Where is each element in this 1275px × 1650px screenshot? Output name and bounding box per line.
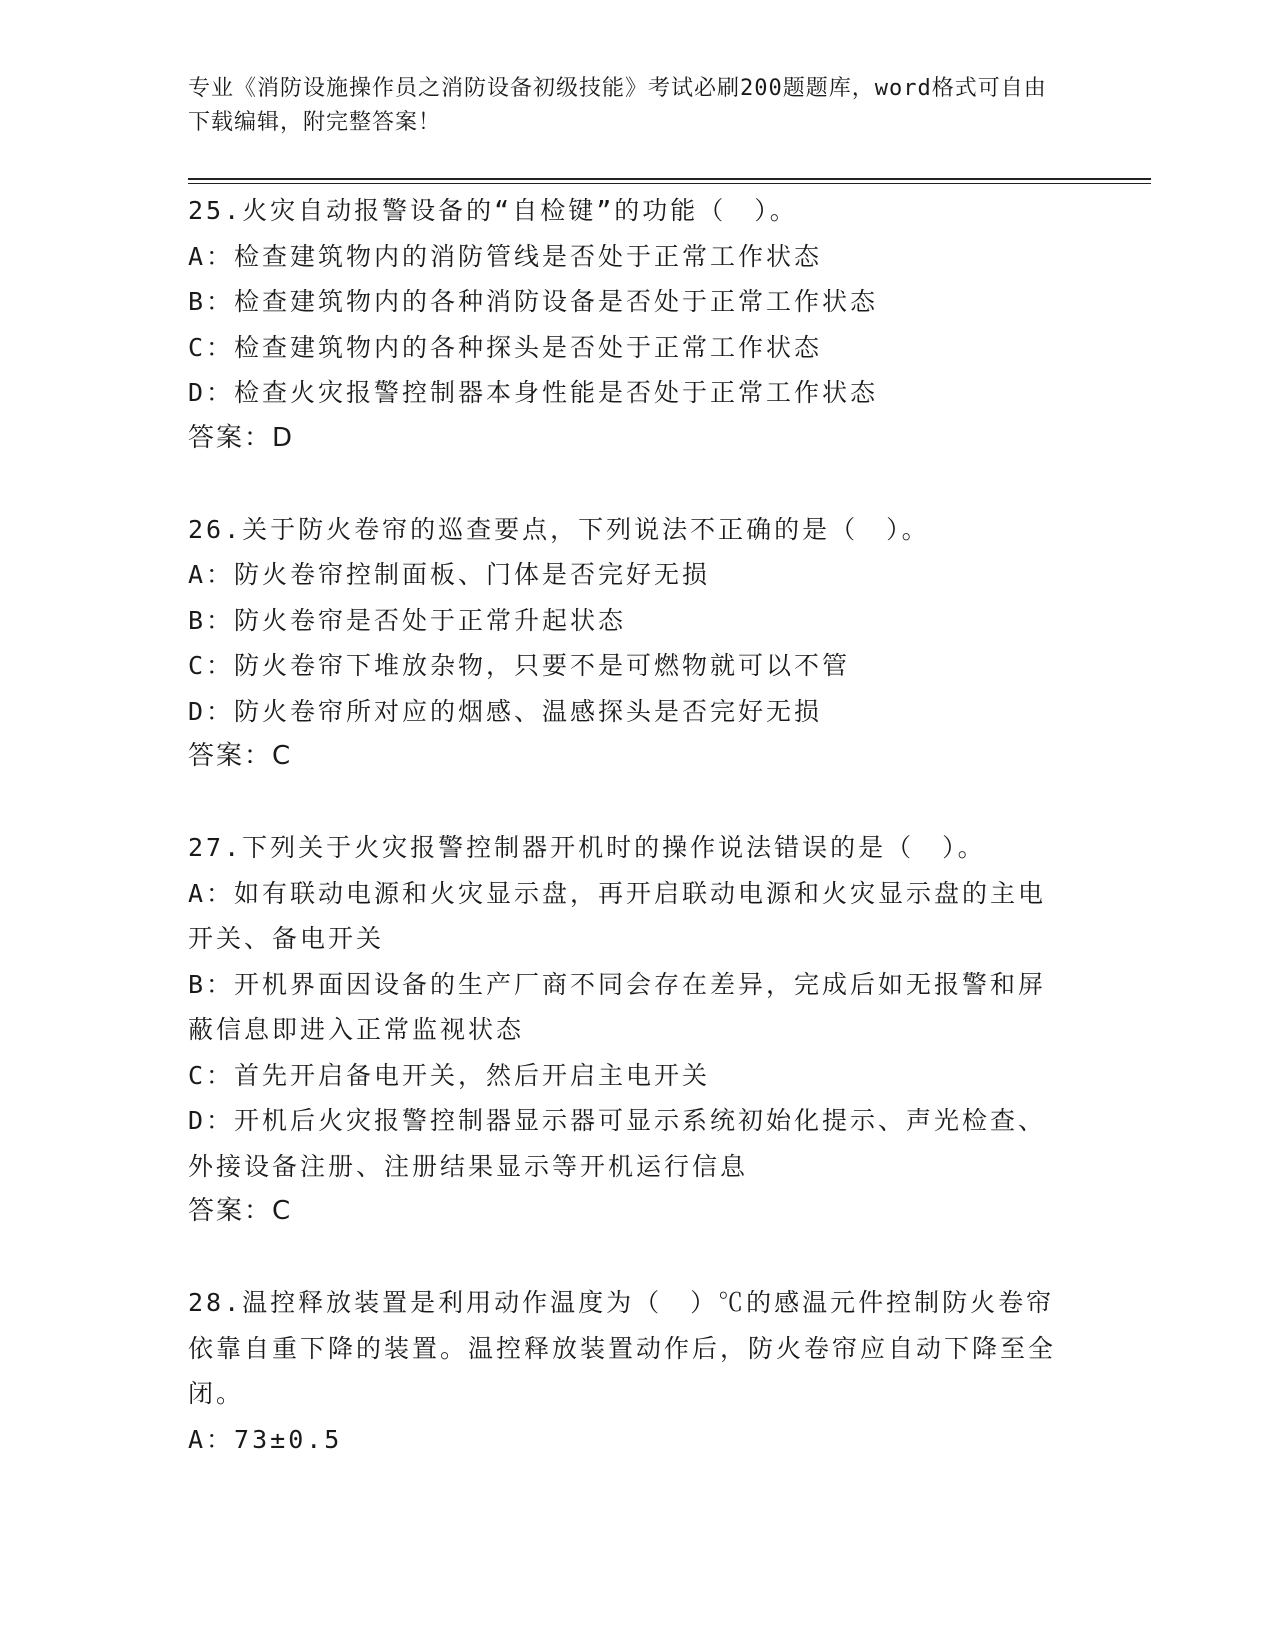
question-26 (188, 507, 1068, 780)
document-header: 专业《消防设施操作员之消防设备初级技能》考试必刷200题题库，word格式可自由下载编辑，附完整答案！ (188, 76, 1047, 135)
question-spacer (188, 780, 1068, 826)
option-a: A：如有联动电源和火灾显示盘，再开启联动电源和火灾显示盘的主电开关、备电开关 (188, 878, 1047, 953)
option-b: B：检查建筑物内的各种消防设备是否处于正常工作状态 (188, 287, 879, 316)
question-stem: 27.下列关于火灾报警控制器开机时的操作说法错误的是（ ）。 (188, 833, 986, 862)
option-c: C：防火卷帘下堆放杂物，只要不是可燃物就可以不管 (188, 651, 851, 680)
question-spacer (188, 461, 1068, 507)
question-list (188, 188, 1068, 1462)
option-a: A：检查建筑物内的消防管线是否处于正常工作状态 (188, 241, 823, 271)
header-rule-thin (188, 183, 1151, 184)
option-c: C：检查建筑物内的各种探头是否处于正常工作状态 (188, 332, 823, 362)
option-b: B：防火卷帘是否处于正常升起状态 (188, 605, 627, 635)
answer-line: 答案：D (188, 422, 295, 453)
option-d: D：开机后火灾报警控制器显示器可显示系统初始化提示、声光检查、外接设备注册、注册结果显示等开机运行信息 (188, 1106, 1047, 1181)
question-spacer (188, 1235, 1068, 1281)
option-c: C：首先开启备电开关，然后开启主电开关 (188, 1060, 711, 1090)
option-a: A：防火卷帘控制面板、门体是否完好无损 (188, 560, 711, 589)
answer-line: 答案：C (188, 1196, 293, 1226)
question-stem: 26.关于防火卷帘的巡查要点，下列说法不正确的是（ ）。 (188, 514, 930, 544)
question-25 (188, 188, 1068, 461)
header-rule-thick (188, 178, 1151, 180)
question-28 (188, 1280, 1068, 1462)
answer-line: 答案：C (188, 741, 293, 771)
question-27 (188, 825, 1068, 1235)
option-b: B：开机界面因设备的生产厂商不同会存在差异，完成后如无报警和屏蔽信息即进入正常监视状态 (188, 969, 1047, 1044)
question-stem: 25.火灾自动报警设备的“自检键”的功能（ ）。 (188, 196, 798, 225)
option-a: A：73±0.5 (188, 1424, 343, 1454)
option-d: D：防火卷帘所对应的烟感、温感探头是否完好无损 (188, 696, 823, 726)
question-stem: 28.温控释放装置是利用动作温度为（ ）℃的感温元件控制防火卷帘依靠自重下降的装置。温控释放装置动作后，防火卷帘应自动下降至全闭。 (188, 1288, 1057, 1408)
option-d: D：检查火灾报警控制器本身性能是否处于正常工作状态 (188, 378, 879, 407)
